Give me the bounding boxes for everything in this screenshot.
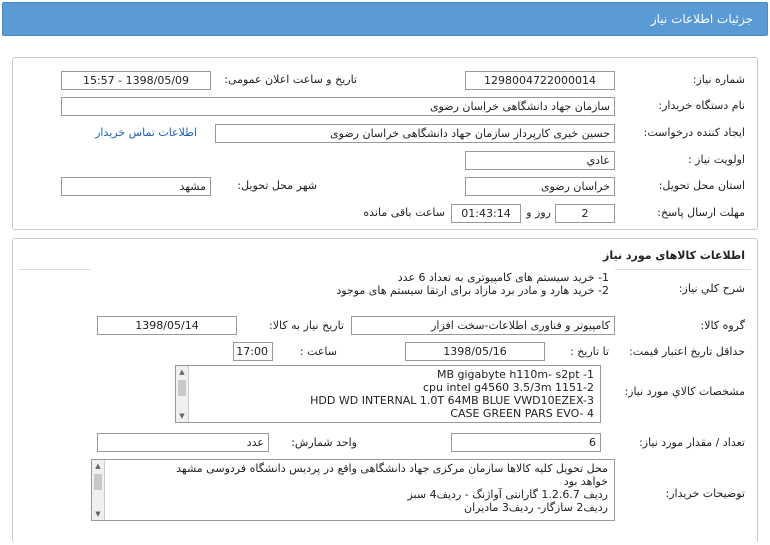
scroll-thumb[interactable] bbox=[94, 474, 102, 490]
scroll-up-icon[interactable]: ▲ bbox=[179, 368, 185, 376]
remaining-time-label: ساعت باقی مانده bbox=[363, 206, 445, 219]
goods-group-label: گروه کالا: bbox=[700, 319, 745, 332]
quantity-label: تعداد / مقدار مورد نیاز: bbox=[639, 436, 745, 449]
spec-line: cpu intel g4560 3.5/3m 1151-2 bbox=[422, 381, 594, 394]
goods-info-panel bbox=[12, 238, 758, 543]
province-label: استان محل تحویل: bbox=[658, 179, 745, 192]
deadline-time-field: 01:43:14 bbox=[451, 204, 521, 223]
hour-label: ساعت : bbox=[299, 345, 337, 358]
notes-line: خواهد بود bbox=[563, 475, 608, 488]
need-number-field: 1298004722000014 bbox=[465, 71, 615, 90]
buyer-org-field: سازمان جهاد دانشگاهی خراسان رضوی bbox=[61, 97, 615, 116]
quantity-field: 6 bbox=[451, 433, 601, 452]
province-field: خراسان رضوی bbox=[465, 177, 615, 196]
specs-label: مشخصات كالاي مورد نياز: bbox=[624, 385, 745, 398]
need-number-label: شماره نیاز: bbox=[692, 73, 745, 86]
buyer-org-label: نام دستگاه خریدار: bbox=[658, 99, 745, 112]
specs-box[interactable] bbox=[175, 365, 601, 423]
summary-line: 2- خرید هارد و مادر برد مازاد برای ارتقا سیستم های موجود bbox=[336, 284, 609, 297]
unit-label: واحد شمارش: bbox=[291, 436, 357, 449]
notes-scrollbar[interactable] bbox=[92, 460, 105, 520]
summary-label: شرح کلي نياز: bbox=[678, 282, 745, 295]
days-and-label: روز و bbox=[526, 206, 551, 219]
scroll-down-icon[interactable]: ▼ bbox=[95, 510, 101, 518]
scroll-thumb[interactable] bbox=[178, 380, 186, 396]
page-title: جزئیات اطلاعات نیاز bbox=[650, 12, 753, 26]
until-date-field: 1398/05/16 bbox=[405, 342, 545, 361]
summary-line: 1- خرید سیستم های کامپیوتری به تعداد 6 عدد bbox=[397, 271, 609, 284]
page-header bbox=[2, 2, 768, 36]
scroll-up-icon[interactable]: ▲ bbox=[95, 462, 101, 470]
priority-label: اولویت نیاز : bbox=[687, 153, 745, 166]
goods-section-title: اطلاعات کالاهای مورد نیاز bbox=[603, 249, 745, 262]
buyer-notes-label: توضیحات خریدار: bbox=[665, 487, 745, 500]
requester-label: ایجاد کننده درخواست: bbox=[643, 126, 745, 139]
buyer-contact-link[interactable]: اطلاعات تماس خریدار bbox=[95, 126, 197, 139]
spec-line: HDD WD INTERNAL 1.0T 64MB BLUE VWD10EZEX-3 bbox=[310, 394, 594, 407]
specs-scrollbar[interactable] bbox=[176, 366, 189, 422]
city-field: مشهد bbox=[61, 177, 211, 196]
city-label: شهر محل تحویل: bbox=[237, 179, 317, 192]
need-date-label: تاریخ نیاز به کالا: bbox=[269, 319, 344, 332]
priority-field: عادي bbox=[465, 151, 615, 170]
notes-line: ردیف2 سازگار- ردیف3 مادیران bbox=[464, 501, 608, 514]
until-date-label: تا تاریخ : bbox=[570, 345, 609, 358]
notes-line: محل تحویل کلیه کالاها سازمان مرکزی جهاد دانشگاهی واقع در پردیس دانشگاه فردوسی مشهد bbox=[176, 462, 608, 475]
goods-group-field: کامپیوتر و فناوری اطلاعات-سخت افزار bbox=[351, 316, 615, 335]
announce-datetime-field: 1398/05/09 - 15:57 bbox=[61, 71, 211, 90]
unit-field: عدد bbox=[97, 433, 269, 452]
notes-line: ردیف 1.2.6.7 گارانتی آواژنگ - ردیف4 سبز bbox=[407, 488, 608, 501]
requester-field: حسین خیری کارپرداز سازمان جهاد دانشگاهی خراسان رضوی bbox=[215, 124, 615, 143]
announce-datetime-label: تاریخ و ساعت اعلان عمومی: bbox=[224, 73, 357, 86]
spec-line: CASE GREEN PARS EVO- 4 bbox=[450, 407, 594, 420]
deadline-label: مهلت ارسال پاسخ: bbox=[657, 206, 745, 219]
need-date-field: 1398/05/14 bbox=[97, 316, 237, 335]
scroll-down-icon[interactable]: ▼ bbox=[179, 412, 185, 420]
buyer-notes-box[interactable] bbox=[91, 459, 615, 521]
hour-field: 17:00 bbox=[233, 342, 273, 361]
deadline-days-field: 2 bbox=[555, 204, 615, 223]
spec-line: MB gigabyte h110m- s2pt -1 bbox=[436, 368, 594, 381]
need-info-panel bbox=[12, 57, 758, 230]
summary-box bbox=[91, 269, 615, 301]
price-validity-label: حداقل تاریخ اعتبار قیمت: bbox=[629, 345, 745, 358]
